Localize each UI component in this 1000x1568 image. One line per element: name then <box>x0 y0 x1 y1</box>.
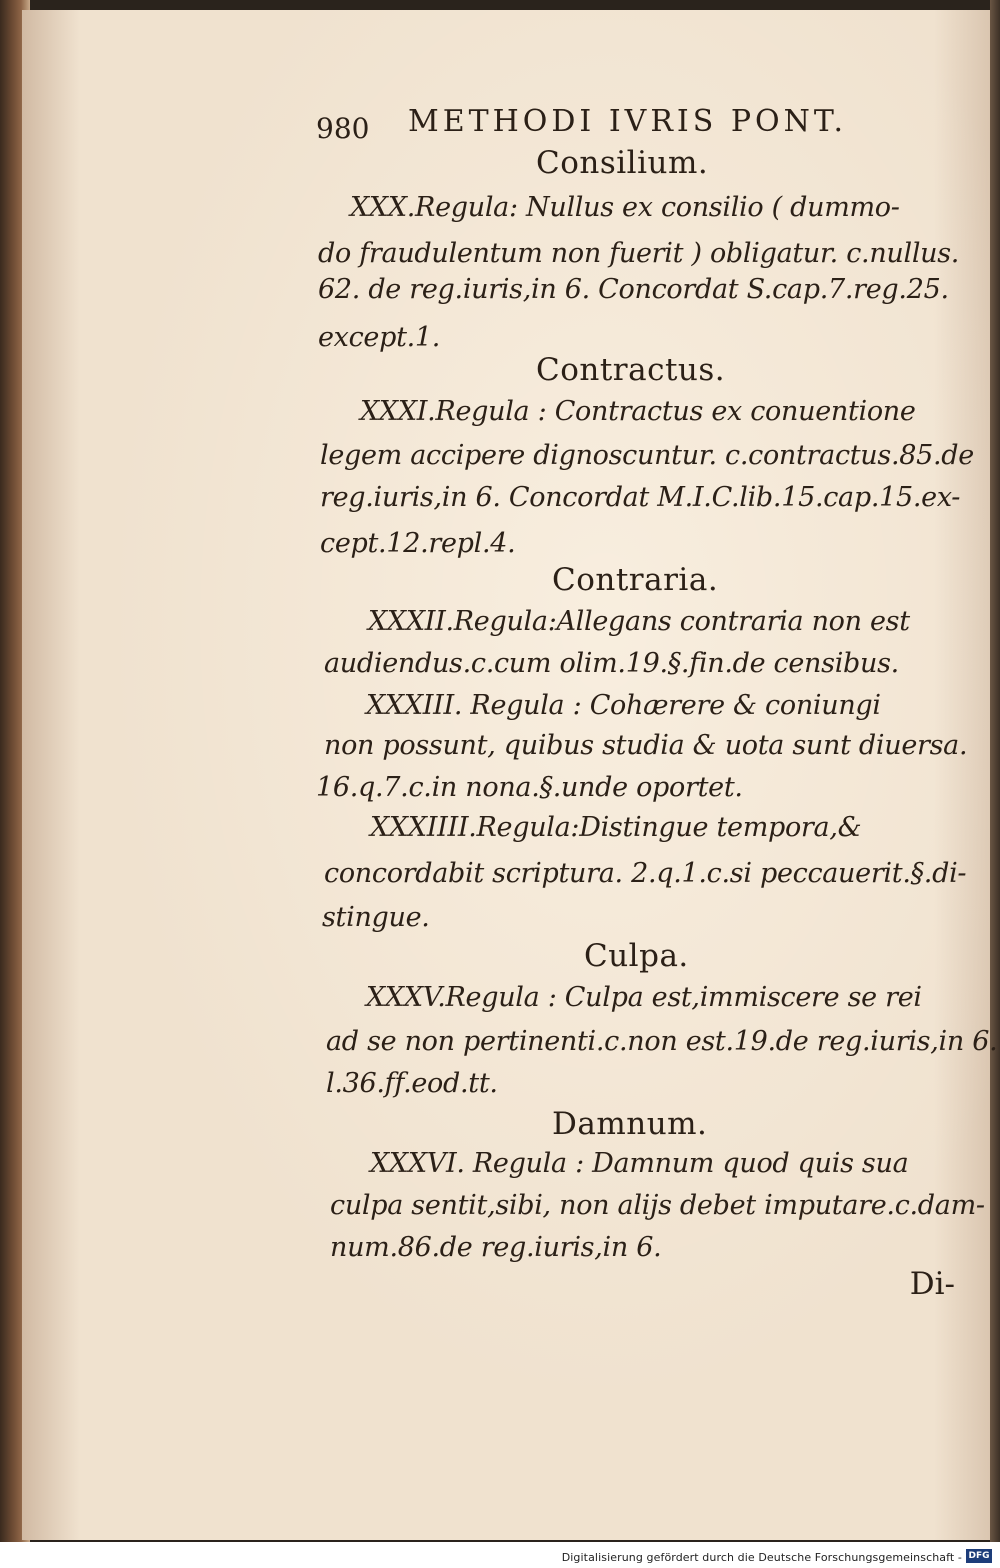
text-line: XXXII.Regula:Allegans contraria non est <box>368 606 910 637</box>
text-line: XXXV.Regula : Culpa est,immiscere se rei <box>366 982 922 1013</box>
section-title-contractus: Contractus. <box>536 352 726 388</box>
dfg-logo: DFG <box>966 1549 992 1563</box>
text-line: num.86.de reg.iuris,in 6. <box>330 1232 662 1263</box>
text-line: XXXIII. Regula : Cohærere & coniungi <box>366 690 881 721</box>
text-line: 16.q.7.c.in nona.§.unde oportet. <box>316 772 743 803</box>
running-head: METHODI IVRIS PONT. <box>408 104 848 139</box>
text-line: concordabit scriptura. 2.q.1.c.si peccauerit.§.di- <box>324 858 967 889</box>
text-line: 62. de reg.iuris,in 6. Concordat S.cap.7.reg.25. <box>318 274 949 305</box>
text-line: culpa sentit,sibi, non alijs debet imputare.c.dam- <box>330 1190 985 1221</box>
section-title-contraria: Contraria. <box>552 562 719 598</box>
digitization-credit: Digitalisierung gefördert durch die Deutsche Forschungsgemeinschaft - <box>561 1551 962 1564</box>
page-edge <box>990 0 1000 1545</box>
section-title-culpa: Culpa. <box>584 938 689 974</box>
text-line: ad se non pertinenti.c.non est.19.de reg.iuris,in 6. <box>326 1026 998 1057</box>
section-title-damnum: Damnum. <box>552 1106 708 1142</box>
text-line: XXXIIII.Regula:Distingue tempora,& <box>370 812 862 843</box>
text-line: do fraudulentum non fuerit ) obligatur. c.nullus. <box>318 238 960 269</box>
section-title-consilium: Consilium. <box>536 145 709 181</box>
text-line: except.1. <box>318 322 441 353</box>
page-number: 980 <box>316 112 370 145</box>
text-line: stingue. <box>322 902 430 933</box>
text-line: non possunt, quibus studia & uota sunt diuersa. <box>324 730 968 761</box>
text-line: XXXI.Regula : Contractus ex conuentione <box>360 396 916 427</box>
text-line: legem accipere dignoscuntur. c.contractus.85.de <box>320 440 974 471</box>
text-line: reg.iuris,in 6. Concordat M.I.C.lib.15.cap.15.ex- <box>320 482 961 513</box>
catchword: Di- <box>909 1266 955 1302</box>
text-line: audiendus.c.cum olim.19.§.fin.de censibus. <box>324 648 899 679</box>
text-line: l.36.ff.eod.tt. <box>326 1068 498 1099</box>
text-line: cept.12.repl.4. <box>320 528 516 559</box>
footer-strip <box>0 1542 1000 1568</box>
text-line: XXX.Regula: Nullus ex consilio ( dummo- <box>350 192 900 223</box>
text-line: XXXVI. Regula : Damnum quod quis sua <box>370 1148 909 1179</box>
